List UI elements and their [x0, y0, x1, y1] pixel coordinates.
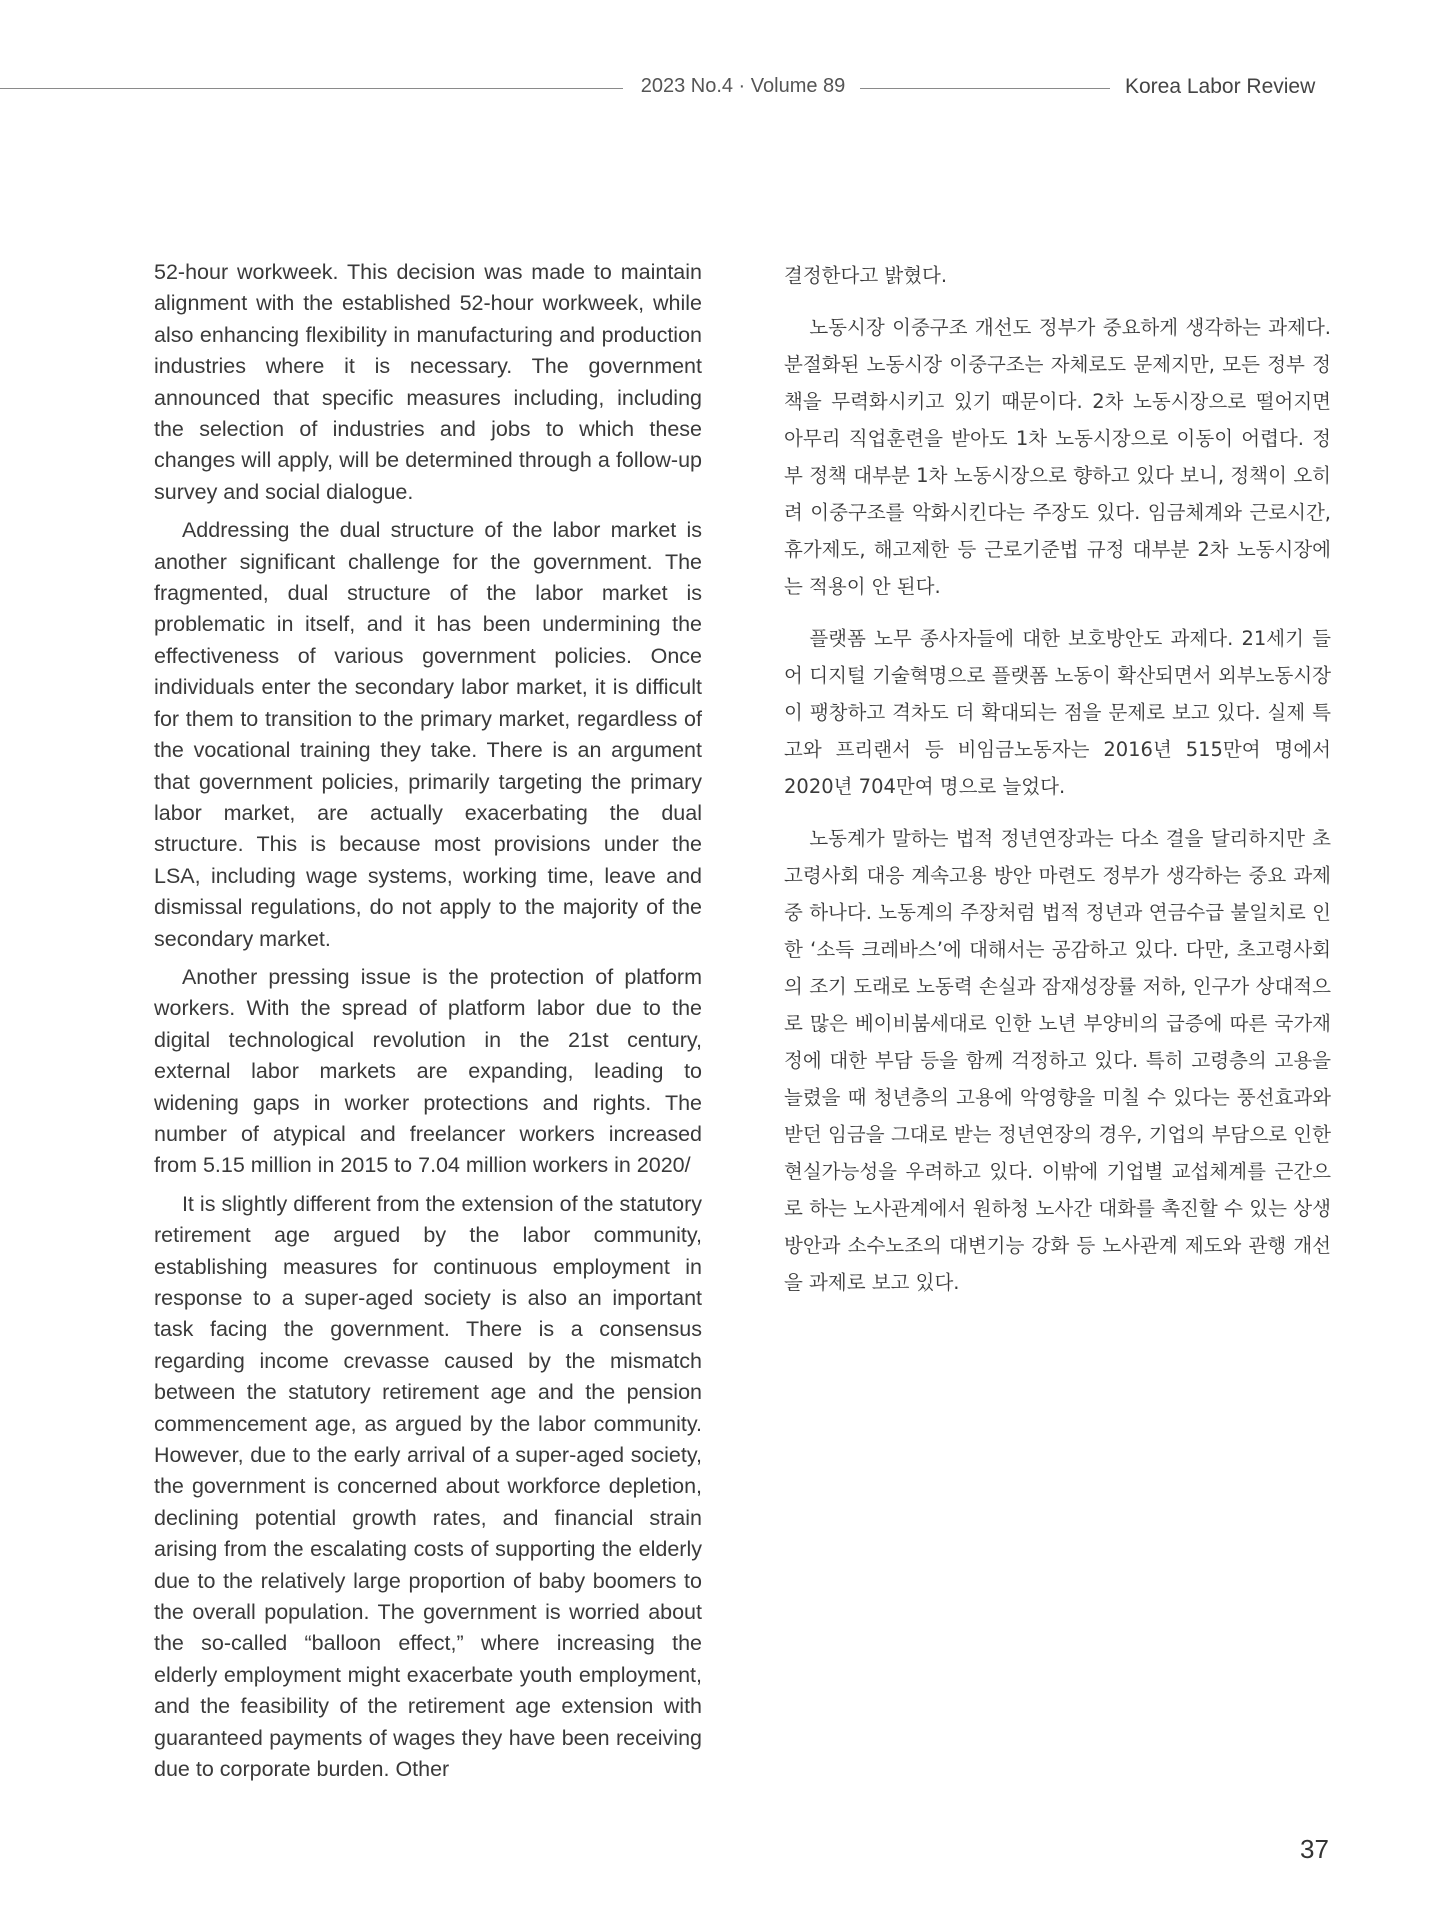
- header-rule-right: [860, 88, 1110, 89]
- korean-column: [784, 257, 1331, 1316]
- korean-paragraph-1: 결정한다고 밝혔다.: [784, 264, 948, 287]
- english-paragraph-1: 52-hour workweek. This decision was made to maintain alignment with the established 52-hour workweek, while also enhancing flexibility in manufacturing and production industries where it is necessary. The government announced that specific measures including, including the selection of industries and jobs to which these changes will apply, will be determined through a follow-up survey and social dialogue.: [154, 260, 702, 504]
- english-paragraph-3: Another pressing issue is the protection of platform workers. With the spread of platform labor due to the digital technological revolution in the 21st century, external labor markets are expanding, leading to widening gaps in worker protections and rights. The number of atypical and freelancer workers increased from 5.15 million in 2015 to 7.04 million workers in 2020/: [154, 964, 702, 1178]
- page-number: 37: [1300, 1834, 1329, 1864]
- english-column: [154, 257, 702, 1793]
- header-rule-left: [0, 88, 623, 89]
- korean-paragraph-4: 노동계가 말하는 법적 정년연장과는 다소 결을 달리하지만 초고령사회 대응 계속고용 방안 마련도 정부가 생각하는 중요 과제 중 하나다. 노동계의 주장처럼 법적 정년과 연금수급 불일치로 인한 ‘소득 크레바스’에 대해서는 공감하고 있다. 다만, 초고령사회의 조기 도래로 노동력 손실과 잠재성장률 저하, 인구가 상대적으로 많은 베이비붐세대로 인한 노년 부양비의 급증에 따른 국가재정에 대한 부담 등을 함께 걱정하고 있다. 특히 고령층의 고용을 늘렸을 때 청년층의 고용에 악영향을 미칠 수 있다는 풍선효과와 받던 임금을 그대로 받는 정년연장의 경우, 기업의 부담으로 인한 현실가능성을 우려하고 있다. 이밖에 기업별 교섭체계를 근간으로 하는 노사관계에서 원하청 노사간 대화를 촉진할 수 있는 상생방안과 소수노조의 대변기능 강화 등 노사관계 제도와 관행 개선을 과제로 보고 있다.: [784, 827, 1331, 1294]
- issue-label: 2023 No.4 · Volume 89: [640, 75, 846, 97]
- english-paragraph-2: Addressing the dual structure of the labor market is another significant challenge for the government. The fragmented, dual structure of the labor market is problematic in itself, and it has been undermining the effectiveness of various government policies. Once individuals enter the secondary labor market, it is difficult for them to transition to the primary market, regardless of the vocational training they take. There is an argument that government policies, primarily targeting the primary labor market, are actually exacerbating the dual structure. This is because most provisions under the LSA, including wage systems, working time, leave and dismissal regulations, do not apply to the majority of the secondary market.: [154, 518, 702, 951]
- korean-paragraph-3: 플랫폼 노무 종사자들에 대한 보호방안도 과제다. 21세기 들어 디지털 기술혁명으로 플랫폼 노동이 확산되면서 외부노동시장이 팽창하고 격차도 더 확대되는 점을 문제로 보고 있다. 실제 특고와 프리랜서 등 비임금노동자는 2016년 515만여 명에서 2020년 704만여 명으로 늘었다.: [784, 627, 1331, 798]
- english-paragraph-4: It is slightly different from the extension of the statutory retirement age argued by the labor community, establishing measures for continuous employment in response to a super-aged society is also an important task facing the government. There is a consensus regarding income crevasse caused by the mismatch between the statutory retirement age and the pension commencement age, as argued by the labor community. However, due to the early arrival of a super-aged society, the government is concerned about workforce depletion, declining potential growth rates, and financial strain arising from the escalating costs of supporting the elderly due to the relatively large proportion of baby boomers to the overall population. The government is worried about the so-called “balloon effect,” where increasing the elderly employment might exacerbate youth employment, and the feasibility of the retirement age extension with guaranteed payments of wages they have been receiving due to corporate burden. Other: [154, 1191, 702, 1782]
- korean-paragraph-2: 노동시장 이중구조 개선도 정부가 중요하게 생각하는 과제다. 분절화된 노동시장 이중구조는 자체로도 문제지만, 모든 정부 정책을 무력화시키고 있기 때문이다. 2차 노동시장으로 떨어지면 아무리 직업훈련을 받아도 1차 노동시장으로 이동이 어렵다. 정부 정책 대부분 1차 노동시장으로 향하고 있다 보니, 정책이 오히려 이중구조를 악화시킨다는 주장도 있다. 임금체계와 근로시간, 휴가제도, 해고제한 등 근로기준법 규정 대부분 2차 노동시장에는 적용이 안 된다.: [784, 316, 1331, 598]
- journal-title: Korea Labor Review: [1125, 75, 1316, 98]
